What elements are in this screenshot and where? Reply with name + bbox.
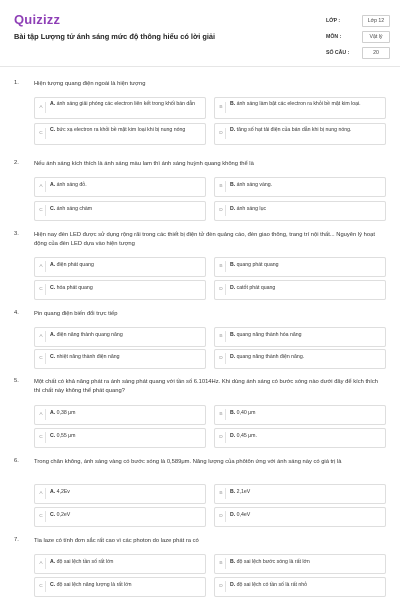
option-letter: D <box>217 128 226 139</box>
option-text: tăng số hạt tải điện của bán dẫn khi bị nung nóng. <box>236 126 352 133</box>
option-key: C. <box>50 285 56 291</box>
option-b[interactable] <box>214 405 386 425</box>
option-text: bức xạ electron ra khỏi bề mặt kim loại khi bị nung nóng <box>56 126 186 133</box>
option-letter: D <box>217 205 226 216</box>
option-letter: D <box>217 284 226 295</box>
option-key: A. <box>50 410 56 416</box>
option-text: độ sai lệch có tần số là rất nhỏ <box>236 582 308 588</box>
option-b[interactable] <box>214 257 386 277</box>
question-number: 5. <box>14 378 19 384</box>
option-b[interactable] <box>214 177 386 197</box>
option-letter: C <box>37 511 46 522</box>
option-key: B. <box>230 100 236 107</box>
option-letter: A <box>37 331 46 342</box>
option-key: A. <box>50 559 56 565</box>
option-c[interactable] <box>34 123 206 145</box>
option-letter: C <box>37 581 46 592</box>
meta-value-grade: Lớp 12 <box>362 15 390 27</box>
option-text: 0,55 μm <box>56 433 76 439</box>
option-key: D. <box>230 433 236 439</box>
option-key: C. <box>50 433 56 439</box>
option-letter: A <box>37 181 46 192</box>
option-c[interactable] <box>34 507 206 527</box>
question-text: Trong chân không, ánh sáng vàng có bước sóng là 0,589μm. Năng lượng của phôtôn ứng với ánh sáng này có giá trị là <box>34 459 342 465</box>
option-key: A. <box>50 182 56 188</box>
option-letter: D <box>217 511 226 522</box>
question-number: 3. <box>14 231 19 237</box>
meta-value-subject: Vật lý <box>362 31 390 43</box>
option-key: B. <box>230 262 236 268</box>
option-text: 2,1eV <box>236 489 251 495</box>
option-c[interactable] <box>34 280 206 300</box>
option-letter: D <box>217 432 226 443</box>
option-a[interactable] <box>34 97 206 119</box>
option-text: ánh sáng làm bật các electron ra khỏi bề mặt kim loại. <box>236 100 361 107</box>
question-text: Pin quang điện biến đổi trực tiếp <box>34 311 118 317</box>
option-text: độ sai lệch năng lượng là rất lớn <box>56 582 132 588</box>
option-letter: C <box>37 205 46 216</box>
option-d[interactable] <box>214 349 386 369</box>
meta-row-subject <box>326 29 390 45</box>
option-text: ánh sáng đỏ. <box>56 182 87 188</box>
option-key: C. <box>50 206 56 212</box>
option-text: 0,4eV <box>236 512 251 518</box>
option-letter: A <box>37 488 46 499</box>
header-divider <box>0 66 400 67</box>
option-letter: B <box>217 409 226 420</box>
option-key: B. <box>230 332 236 338</box>
meta-label-grade: LỚP : <box>326 18 341 24</box>
option-text: 4,2Ev <box>56 489 70 495</box>
option-text: ánh sáng vàng. <box>236 182 273 188</box>
option-letter: C <box>37 353 46 364</box>
option-d[interactable] <box>214 201 386 221</box>
option-letter: C <box>37 128 46 139</box>
question-number: 7. <box>14 537 19 543</box>
option-c[interactable] <box>34 577 206 597</box>
option-key: B. <box>230 559 236 565</box>
option-d[interactable] <box>214 577 386 597</box>
option-letter: D <box>217 353 226 364</box>
meta-label-subject: MÔN : <box>326 34 342 40</box>
option-a[interactable] <box>34 554 206 574</box>
option-letter: B <box>217 261 226 272</box>
option-a[interactable] <box>34 327 206 347</box>
option-letter: C <box>37 284 46 295</box>
option-d[interactable] <box>214 123 386 145</box>
option-key: D. <box>230 126 236 133</box>
option-a[interactable] <box>34 405 206 425</box>
option-d[interactable] <box>214 280 386 300</box>
option-text: độ sai lệch tần số rất lớn <box>56 559 114 565</box>
question-text: Hiện tượng quang điện ngoài là hiện tượng <box>34 81 146 87</box>
option-key: C. <box>50 512 56 518</box>
option-text: điện phát quang <box>56 262 94 268</box>
option-text: ánh sáng lục <box>236 206 267 212</box>
option-text: catốt phát quang <box>236 285 276 291</box>
meta-row-count <box>326 45 390 61</box>
option-key: A. <box>50 100 56 107</box>
question-text: Tia laze có tính đơn sắc rất cao vì các photon do laze phát ra có <box>34 538 199 544</box>
option-text: quang năng thành hóa năng <box>236 332 302 338</box>
quizizz-logo: Quizizz <box>14 12 61 27</box>
option-key: D. <box>230 582 236 588</box>
option-key: D. <box>230 285 236 291</box>
worksheet-meta <box>326 13 390 61</box>
option-letter: A <box>37 558 46 569</box>
option-b[interactable] <box>214 97 386 119</box>
option-key: D. <box>230 512 236 518</box>
option-text: 0,2eV <box>56 512 71 518</box>
question-number: 1. <box>14 80 19 86</box>
option-key: C. <box>50 582 56 588</box>
option-c[interactable] <box>34 201 206 221</box>
question-number: 6. <box>14 458 19 464</box>
option-text: ánh sáng giải phóng các electron liên kết trong khối bán dẫn <box>56 100 196 107</box>
option-key: A. <box>50 332 56 338</box>
worksheet-header <box>0 0 400 64</box>
option-letter: B <box>217 488 226 499</box>
option-b[interactable] <box>214 554 386 574</box>
option-key: D. <box>230 206 236 212</box>
option-text: 0,38 μm <box>56 410 76 416</box>
worksheet-title: Bài tập Lượng tử ánh sáng mức độ thông hiểu có lời giải <box>14 32 216 41</box>
option-key: A. <box>50 262 56 268</box>
option-text: 0,45 μm. <box>236 433 257 439</box>
option-text: hóa phát quang <box>56 285 93 291</box>
option-key: D. <box>230 354 236 360</box>
option-c[interactable] <box>34 349 206 369</box>
option-letter: B <box>217 102 226 113</box>
option-text: quang năng thành điện năng. <box>236 354 305 360</box>
option-text: quang phát quang <box>236 262 279 268</box>
option-a[interactable] <box>34 257 206 277</box>
option-letter: B <box>217 331 226 342</box>
question-text: Một chất có khả năng phát ra ánh sáng phát quang với tần số 6.1014Hz. Khi dùng ánh sáng có bước sóng nào dưới đây để kích thích thì chất này không thể phát quang? <box>34 379 379 394</box>
option-d[interactable] <box>214 507 386 527</box>
meta-label-count: SỐ CÂU : <box>326 50 350 56</box>
option-a[interactable] <box>34 177 206 197</box>
meta-row-grade <box>326 13 390 29</box>
meta-value-count: 20 <box>362 47 390 59</box>
option-key: B. <box>230 489 236 495</box>
option-text: 0,40 μm <box>236 410 256 416</box>
option-key: C. <box>50 126 56 133</box>
option-key: B. <box>230 410 236 416</box>
option-text: điện năng thành quang năng <box>56 332 123 338</box>
option-a[interactable] <box>34 484 206 504</box>
option-letter: A <box>37 261 46 272</box>
question-number: 2. <box>14 160 19 166</box>
option-letter: A <box>37 409 46 420</box>
option-letter: C <box>37 432 46 443</box>
option-text: độ sai lệch bước sóng là rất lớn <box>236 559 310 565</box>
option-text: nhiệt năng thành điện năng <box>56 354 120 360</box>
option-letter: A <box>37 102 46 113</box>
option-letter: B <box>217 558 226 569</box>
option-b[interactable] <box>214 484 386 504</box>
option-key: A. <box>50 489 56 495</box>
option-c[interactable] <box>34 428 206 448</box>
option-b[interactable] <box>214 327 386 347</box>
option-letter: D <box>217 581 226 592</box>
option-letter: B <box>217 181 226 192</box>
option-text: ánh sáng chàm <box>56 206 93 212</box>
question-number: 4. <box>14 310 19 316</box>
option-d[interactable] <box>214 428 386 448</box>
question-text: Hiện nay đèn LED được sử dụng rộng rãi trong các thiết bị điện tử đèn quảng cáo, đèn giao thông, trang trí nội thất... Nguyên lý hoạt động của đèn LED dựa vào hiện tượng <box>34 232 375 247</box>
question-text: Nếu ánh sáng kích thích là ánh sáng màu lam thì ánh sáng huỳnh quang không thể là <box>34 161 254 167</box>
option-key: C. <box>50 354 56 360</box>
option-key: B. <box>230 182 236 188</box>
